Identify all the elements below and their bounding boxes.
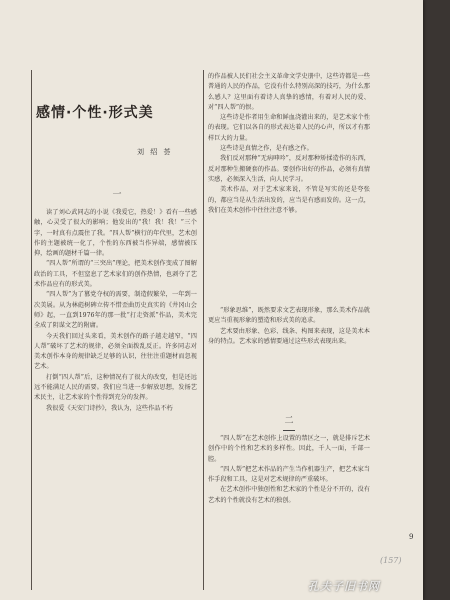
paragraph: 这些诗是真情之作，是有感之作。 xyxy=(220,145,313,153)
list-item: 艺术要由形象、色彩、线条、构图来表现，这是美术本身的特点。艺术家的感情要通过这些形式表现出来。 xyxy=(208,327,370,345)
page-number: 9 xyxy=(409,533,414,541)
paragraph: 打倒“四人帮”后，这种情况有了很大的改变，但是还远远不能满足人民的需要。我们应当进一步解放思想，发扬艺术民主，让艺术家的个性得到充分的发挥。 xyxy=(34,373,197,402)
paragraph: 我很爱《天安门诗抄》，我认为，这些作品不朽 xyxy=(46,404,173,412)
section-marker-one xyxy=(110,187,124,200)
paragraph: 读了刘心武同志的小说《我爱它，热爱！》看有一些感触，心灵受了很大的影响；他发出的“我！我！我！”三个字，一时真有点震住了我。“四人帮”横行的年代里，艺术创作的主题被统一化了，个性的东西被当作异端，感情被压抑，绘画的题材千篇一律。 xyxy=(34,209,197,258)
paragraph: “四人帮”把艺术作品的产生当作机器生产，把艺术家当作手段和工具，这是对艺术规律的严重破坏。 xyxy=(208,465,370,484)
paragraph: 在艺术创作中独创性和艺术家的个性是分不开的，没有艺术的个性就没有艺术的独创。 xyxy=(208,486,370,504)
article-title: 感情·个性·形式美 xyxy=(36,105,154,121)
left-margin-rule xyxy=(31,70,32,590)
list-item: “形象思维”，既然要求文艺表现形象，那么美术作品就更应当重视形象的塑造和形式美的追求。 xyxy=(208,307,370,325)
column-divider-rule xyxy=(203,70,204,590)
right-column-section-two xyxy=(208,434,370,552)
article-author: 刘 绍 荟 xyxy=(137,148,173,156)
left-column-body xyxy=(34,208,197,600)
section-underline xyxy=(283,430,295,431)
paragraph: 今天我们回过头来看，美术创作的路子越走越窄，“四人帮”破坏了艺术的规律，必须全面拨乱反正。许多同志对美术创作本身的规律缺乏足够的认识，往往注重题材而忽视艺术。 xyxy=(34,332,197,371)
paragraph: “四人帮”在艺术创作上设置的禁区之一，就是排斥艺术创作中的个性和艺术的多样性。因此，千人一面，千部一腔。 xyxy=(208,435,370,463)
paragraph: “四人帮”为了篡党夺权的需要，制造假繁荣，一年到一次美展。从为林彪树碑立传不惜歪曲历史真实的《井冈山会师》起，一直到1976年的那一批“打走资派”作品，美术完全成了阴谋文艺的附庸。 xyxy=(34,291,197,330)
paragraph: “四人帮”所谓的“三突出”理论，把美术创作变成了图解政治的工具，不但窒息了艺术家们的创作热情，也剥夺了艺术作品应有的形式美。 xyxy=(34,260,197,289)
handwritten-note: (157) xyxy=(380,556,402,565)
right-column-body xyxy=(208,72,370,302)
section-one-label: 一 xyxy=(112,190,122,200)
section-two-label: 二 xyxy=(284,416,294,426)
paragraph: 美术作品，对于艺术家来说，不管是写实的还是夸张的，都应当是从生活出发的，应当是有感而发的。这一点，我们在美术创作中往往注意不够。 xyxy=(208,186,370,214)
watermark-logo: 孔夫子旧书网 xyxy=(308,580,380,593)
paragraph: 这些诗是作者用生命和鲜血浇灌出来的，是艺术家个性的表现。它们以各自的形式表达着人民的心声，所以才有那样巨大的力量。 xyxy=(208,114,370,142)
paragraph: 的作品被人民们社会主义革命文学史册中，这些诗都是一些普通的人民的作品，它没有什么特别高深的技巧，为什么那么感人？这里面有着诗人真挚的感情，有着对人民的爱、对“四人帮”的恨。 xyxy=(208,73,370,111)
right-column-list xyxy=(208,306,370,406)
paragraph: 我们反对那种“无病呻吟”，反对那种矫揉造作的东西，反对那种生搬硬套的作品。要创作出好的作品，必须有真情实感，必须深入生活，向人民学习。 xyxy=(208,155,370,183)
section-marker-two xyxy=(282,413,296,431)
